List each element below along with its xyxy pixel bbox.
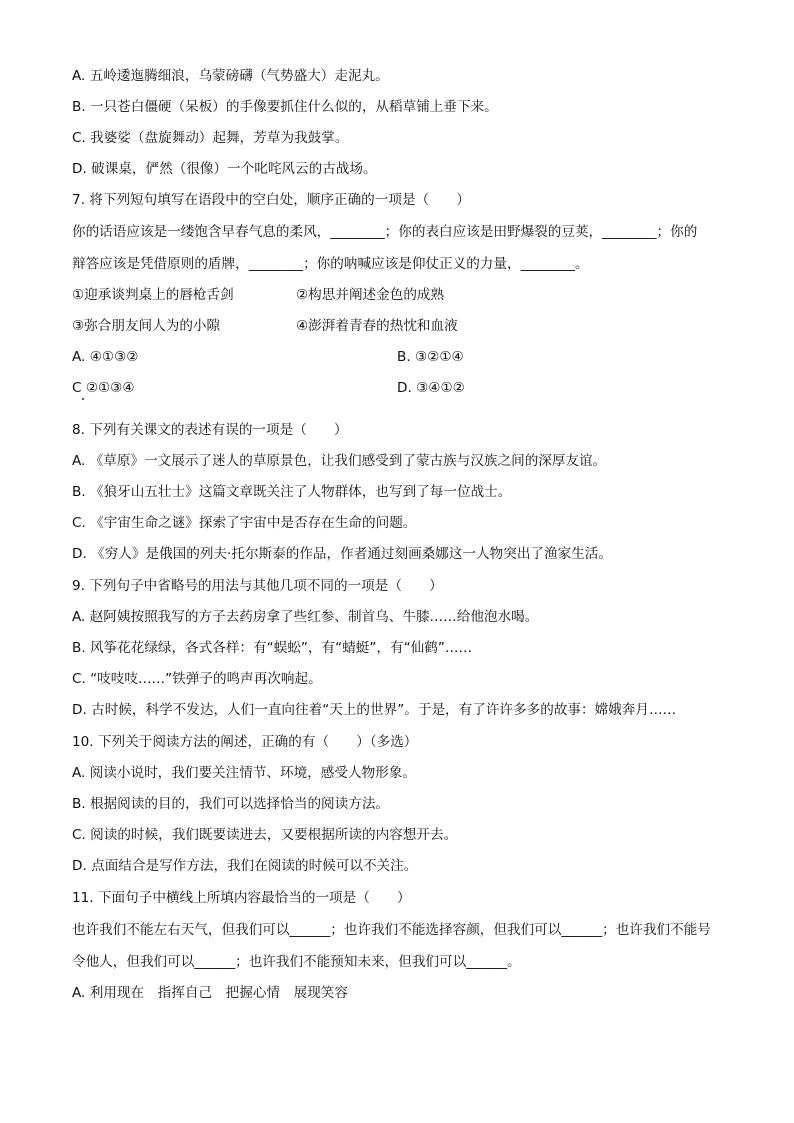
q8-option-d: D. 《穷人》是俄国的列夫·托尔斯泰的作品，作者通过刻画桑娜这一人物突出了渔家生活。	[72, 546, 612, 562]
stray-mark	[82, 398, 84, 400]
q9-option-d: D. 古时候，科学不发达，人们一直向往着“天上的世界”。于是，有了许许多多的故事：嫦娥奔月……	[72, 702, 677, 718]
q10-option-b: B. 根据阅读的目的，我们可以选择恰当的阅读方法。	[72, 796, 390, 812]
q10-option-c: C. 阅读的时候，我们既要读进去，又要根据所读的内容想开去。	[72, 827, 458, 843]
q8-option-c: C. 《宇宙生命之谜》探索了宇宙中是否存在生命的问题。	[72, 515, 417, 531]
q10-option-d: D. 点面结合是写作方法，我们在阅读的时候可以不关注。	[72, 858, 418, 874]
q8-stem: 8. 下列有关课文的表述有误的一项是（ ）	[72, 422, 348, 438]
q7-stem: 7. 将下列短句填写在语段中的空白处，顺序正确的一项是（ ）	[72, 192, 470, 208]
q9-option-b: B. 风筝花花绿绿，各式各样：有“蜈蚣”，有“蜻蜓”，有“仙鹤”……	[72, 640, 473, 656]
q11-sentence-line2: 令他人，但我们可以______；也许我们不能预知未来，但我们可以______。	[72, 954, 521, 970]
q6-option-b: B. 一只苍白僵硬（呆板）的手像要抓住什么似的，从稻草铺上垂下来。	[72, 99, 498, 115]
q11-option-a: A. 利用现在 指挥自己 把握心情 展现笑容	[72, 985, 348, 1001]
q10-option-a: A. 阅读小说时，我们要关注情节、环境，感受人物形象。	[72, 765, 416, 781]
q9-stem: 9. 下列句子中省略号的用法与其他几项不同的一项是（ ）	[72, 578, 443, 594]
q7-option-a: A. ④①③②	[72, 349, 139, 365]
q7-passage-line1: 你的话语应该是一缕饱含早春气息的柔风，________；你的表白应该是田野爆裂的豆荚，________；你的	[72, 224, 698, 240]
q7-passage-line2: 辩答应该是凭借原则的盾牌，________；你的呐喊应该是仰仗正义的力量，________。	[72, 256, 589, 272]
q6-option-d: D. 破课桌，俨然（很像）一个叱咤风云的古战场。	[72, 161, 377, 177]
q11-sentence-line1: 也许我们不能左右天气，但我们可以______；也许我们不能选择容颜，但我们可以______；也许我们不能号	[72, 922, 711, 938]
q9-option-a: A. 赵阿姨按照我写的方子去药房拿了些红参、制首乌、牛膝……给他泡水喝。	[72, 609, 539, 625]
q7-option-d: D. ③④①②	[397, 380, 465, 396]
q8-option-a: A. 《草原》一文展示了迷人的草原景色，让我们感受到了蒙古族与汉族之间的深厚友谊。	[72, 453, 607, 469]
q11-stem: 11. 下面句子中横线上所填内容最恰当的一项是（ ）	[72, 890, 411, 906]
q10-stem: 10. 下列关于阅读方法的阐述，正确的有（ ）（多选）	[72, 734, 418, 750]
q7-option-b: B. ③②①④	[397, 349, 464, 365]
q7-item-2: ②构思并阐述金色的成熟	[296, 287, 445, 303]
q7-option-c: C ②①③④	[72, 380, 135, 396]
q7-item-1: ①迎承谈判桌上的唇枪舌剑	[72, 287, 234, 303]
q7-item-3: ③弥合朋友间人为的小隙	[72, 318, 221, 334]
q6-option-a: A. 五岭逶迤腾细浪，乌蒙磅礴（气势盛大）走泥丸。	[72, 68, 389, 84]
q9-option-c: C. “吱吱吱……”铁弹子的鸣声再次响起。	[72, 671, 322, 687]
q7-item-4: ④澎湃着青春的热忱和血液	[296, 318, 458, 334]
q8-option-b: B. 《狼牙山五壮士》这篇文章既关注了人物群体，也写到了每一位战士。	[72, 484, 512, 500]
q6-option-c: C. 我婆娑（盘旋舞动）起舞，芳草为我鼓掌。	[72, 130, 349, 146]
